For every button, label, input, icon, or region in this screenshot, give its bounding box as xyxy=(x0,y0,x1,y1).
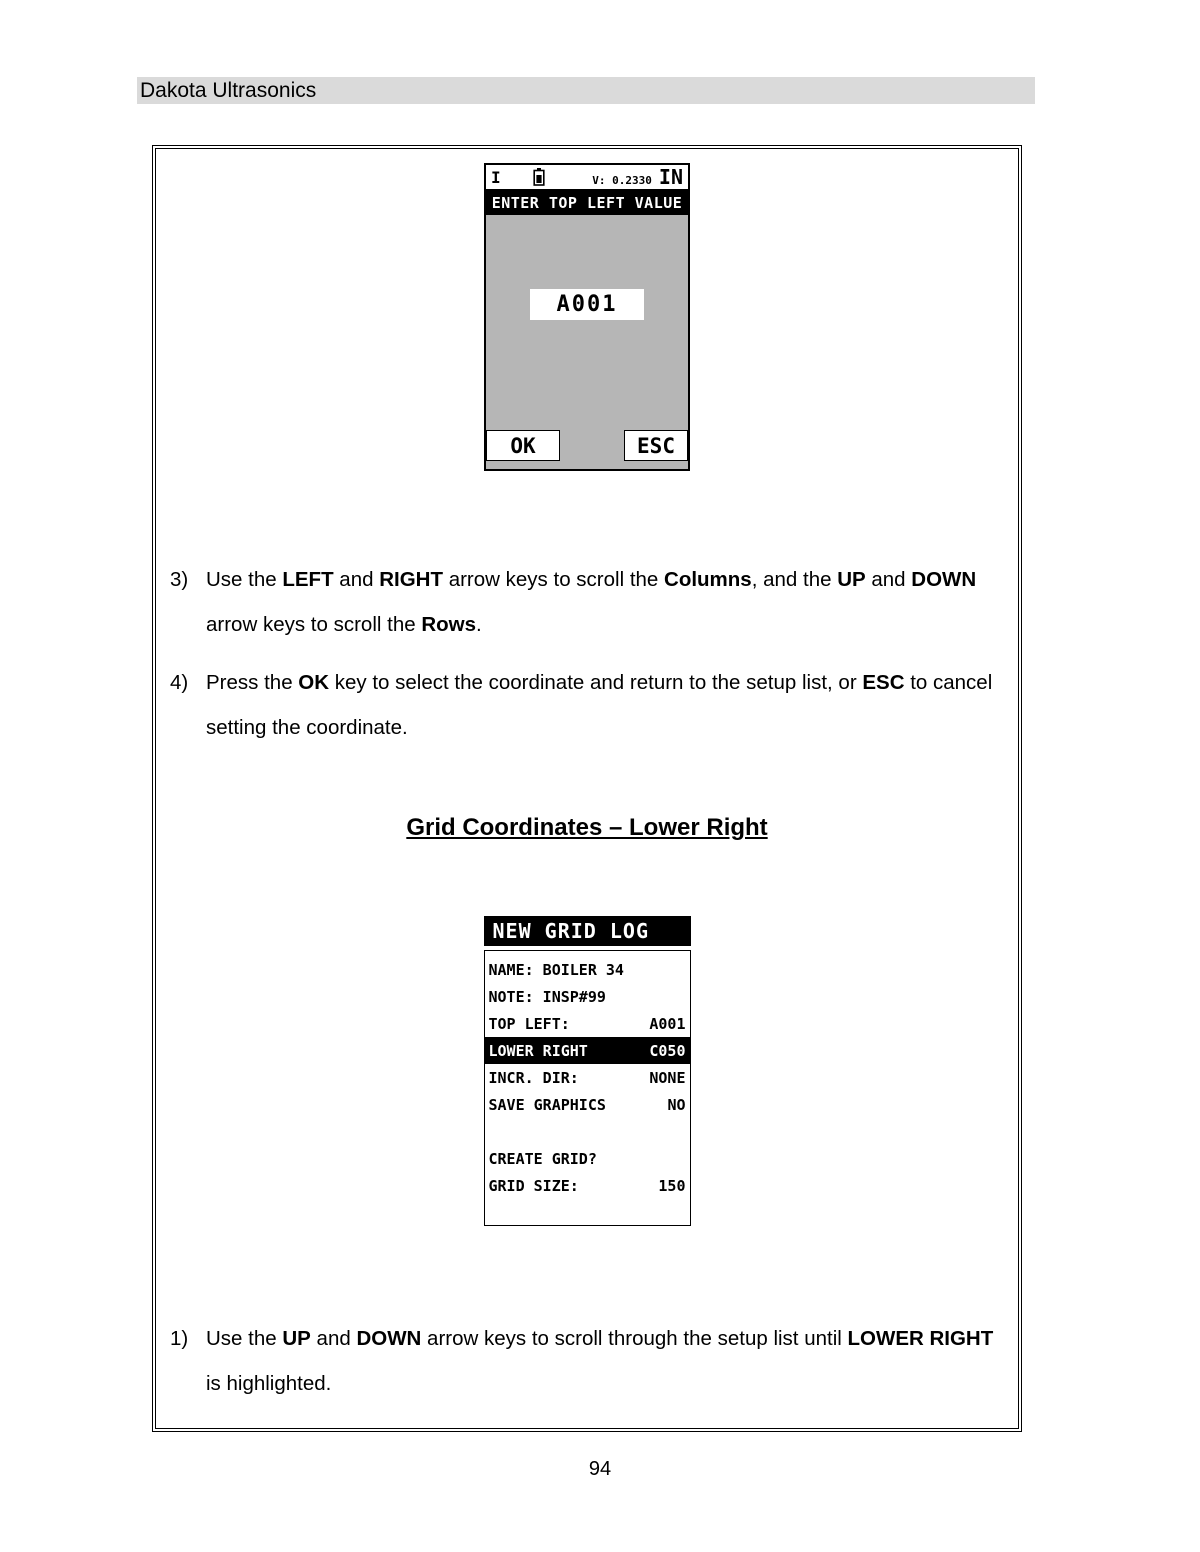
status-reading-group xyxy=(592,165,683,189)
menu-value: C050 xyxy=(649,1041,686,1060)
screen-title-bar: ENTER TOP LEFT VALUE xyxy=(486,191,688,215)
menu-value: NONE xyxy=(649,1068,686,1087)
menu-value: A001 xyxy=(649,1014,686,1033)
battery-icon xyxy=(533,168,545,186)
screen-body xyxy=(486,215,688,469)
device-screen-enter-top-left xyxy=(484,163,690,471)
esc-button: ESC xyxy=(624,430,688,461)
step-text: Press the OK key to select the coordinate and return to the setup list, or ESC to cancel setting the coordinate. xyxy=(206,671,993,739)
menu-label: LOWER RIGHT xyxy=(488,1041,588,1060)
velocity-reading: V: 0.2330 xyxy=(592,174,652,187)
ok-button: OK xyxy=(486,430,560,461)
status-bar xyxy=(486,165,688,191)
menu-row-blank xyxy=(485,1118,690,1145)
page-header-bar xyxy=(137,77,1035,104)
menu-label: INCR. DIR: xyxy=(488,1068,579,1087)
section-heading: Grid Coordinates – Lower Right xyxy=(406,814,768,841)
menu-value: NO xyxy=(667,1095,686,1114)
step-number: 1) xyxy=(170,1327,189,1350)
menu-row-create-grid xyxy=(485,1145,690,1172)
menu-label: SAVE GRAPHICS xyxy=(488,1095,606,1114)
menu-row-top-left xyxy=(485,1010,690,1037)
content-frame xyxy=(152,145,1022,1432)
probe-indicator: I xyxy=(491,167,501,187)
instruction-step-3 xyxy=(170,557,1004,647)
menu-row-save-graphics xyxy=(485,1091,690,1118)
instruction-step-4 xyxy=(170,660,1004,750)
menu-row-name xyxy=(485,956,690,983)
step-number: 4) xyxy=(170,671,189,694)
instruction-step-1 xyxy=(170,1316,1004,1406)
menu-row-incr-dir xyxy=(485,1064,690,1091)
menu-label: NOTE: INSP#99 xyxy=(488,987,606,1006)
step-text: Use the LEFT and RIGHT arrow keys to scroll the Columns, and the UP and DOWN arrow keys to scroll the Rows. xyxy=(206,568,977,636)
units-label: IN xyxy=(658,165,683,189)
device-screen-new-grid-log xyxy=(484,916,691,1226)
softkey-row xyxy=(486,430,688,461)
menu-label: NAME: BOILER 34 xyxy=(488,960,624,979)
menu-row-grid-size xyxy=(485,1172,690,1199)
menu-label: CREATE GRID? xyxy=(488,1149,597,1168)
page-number: 94 xyxy=(588,1458,612,1480)
grid-log-menu xyxy=(484,950,691,1226)
grid-log-title-bar: NEW GRID LOG xyxy=(484,916,691,946)
menu-row-note xyxy=(485,983,690,1010)
menu-row-lower-right-highlighted xyxy=(485,1037,690,1064)
step-text: Use the UP and DOWN arrow keys to scroll through the setup list until LOWER RIGHT is highlighted. xyxy=(206,1327,994,1395)
coordinate-value-box: A001 xyxy=(530,289,644,320)
menu-label: GRID SIZE: xyxy=(488,1176,579,1195)
page-header-title: Dakota Ultrasonics xyxy=(140,79,317,102)
menu-label: TOP LEFT: xyxy=(488,1014,570,1033)
menu-value: 150 xyxy=(658,1176,686,1195)
step-number: 3) xyxy=(170,568,189,591)
